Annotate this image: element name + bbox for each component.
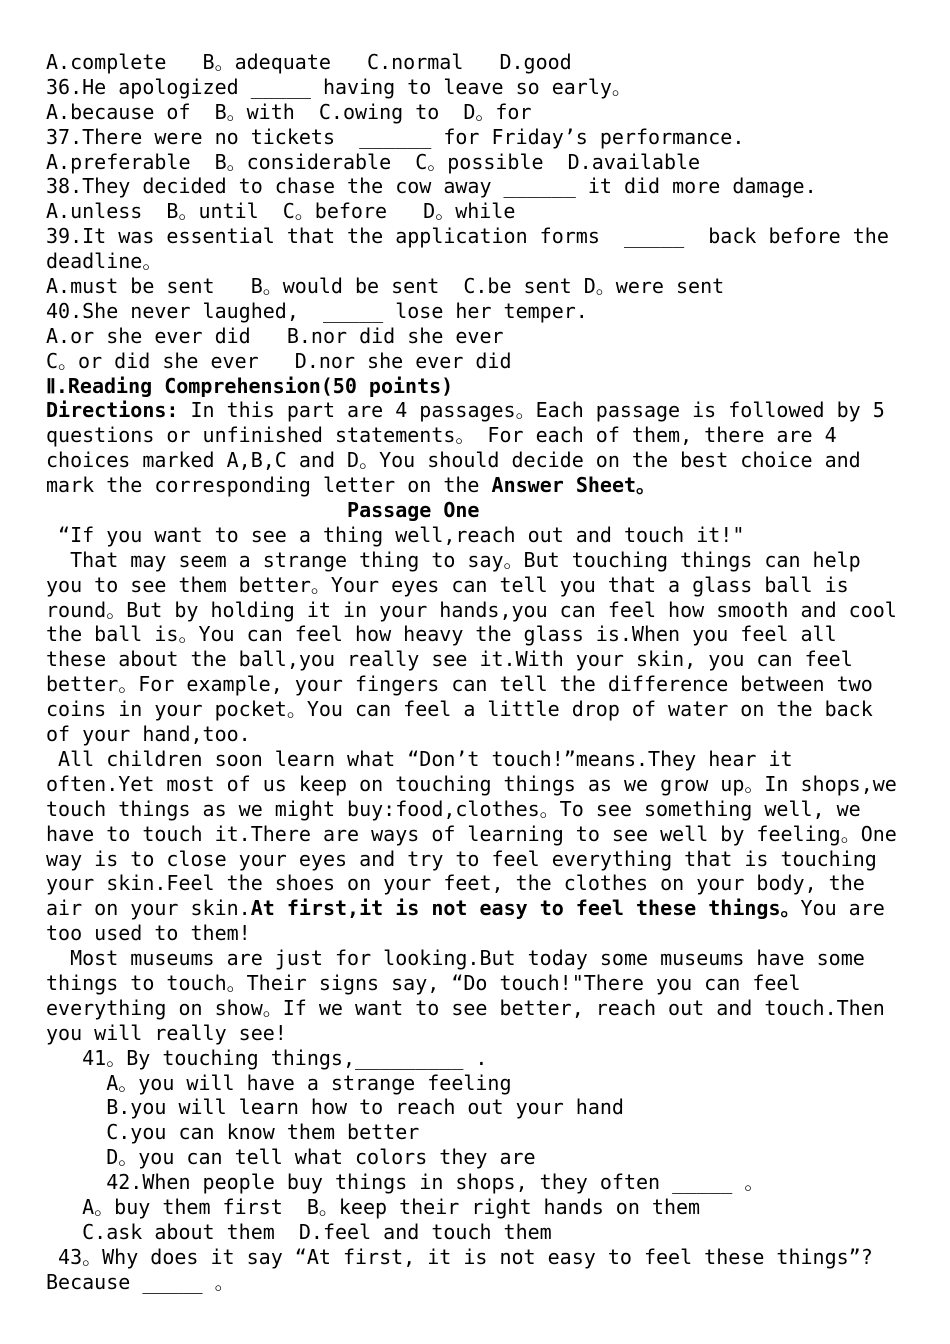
text-line: C。or did she ever D.nor she ever did [46,348,512,373]
text-line: you to see them better。Your eyes can tell you that a glass ball is [46,572,849,597]
text-line: 43。Why does it say “At first, it is not easy to feel these things”? [46,1244,873,1269]
text-line: Passage One [46,498,480,523]
text-line: mark the corresponding letter on the Answer Sheet。 [46,473,657,498]
text-line: 40.She never laughed, _____ lose her temper. [46,298,588,323]
text-line: All children soon learn what “Don’t touch!”means.They hear it [46,746,793,771]
text-line: D。you can tell what colors they are [46,1145,536,1170]
document-body [46,50,906,1295]
text-line: round。But by holding it in your hands,you can feel how smooth and cool [46,597,897,622]
text-line: you will really see! [46,1020,287,1045]
text-line: “If you want to see a thing well,reach out and touch it!" [46,522,745,547]
text-line: have to touch it.There are ways of learning to see well by feeling。One [46,821,897,846]
text-line: way is to close your eyes and try to feel everything that is touching [46,846,877,871]
text-line: choices marked A,B,C and D。You should decide on the best choice and [46,448,861,473]
text-line: touch things as we might buy:food,clothes。To see something well, we [46,796,861,821]
text-line: Because _____ 。 [46,1269,235,1294]
text-line: C.ask about them D.feel and touch them [46,1219,552,1244]
text-line: often.Yet most of us keep on touching things as we grow up。In shops,we [46,771,897,796]
text-line: better。For example, your fingers can tell the difference between two [46,672,873,697]
text-line: things to touch。Their signs say, “Do touch!"There you can feel [46,970,801,995]
text-line: A.complete B。adequate C.normal D.good [46,50,572,74]
text-line: coins in your pocket。You can feel a little drop of water on the back [46,697,873,722]
text-line: too used to them! [46,921,251,946]
text-line: 38.They decided to chase the cow away ______ it did more damage. [46,174,817,199]
text-line: 37.There were no tickets ______ for Friday’s performance. [46,124,745,149]
text-line: questions or unfinished statements。 For each of them, there are 4 [46,423,837,448]
text-line: of your hand,too. [46,722,251,747]
text-line: your skin.Feel the shoes on your feet, the clothes on your body, the [46,871,865,896]
text-line: 39.It was essential that the application forms _____ back before the [46,224,889,249]
text-line: That may seem a strange thing to say。But touching things can help [46,547,861,572]
text-line: air on your skin.At first,it is not easy to feel these things。You are [46,896,885,921]
text-line: A。buy them first B。keep their right hands on them [46,1194,701,1219]
text-line: deadline。 [46,249,163,274]
text-line: A。you will have a strange feeling [46,1070,512,1095]
text-line: Directions: In this part are 4 passages。Each passage is followed by 5 [46,398,885,423]
text-line: Ⅱ.Reading Comprehension(50 points) [46,373,454,398]
text-line: C.you can know them better [46,1120,420,1145]
text-line: A.must be sent B。would be sent C.be sent D。were sent [46,274,725,299]
text-line: Most museums are just for looking.But today some museums have some [46,946,865,971]
text-line: these about the ball,you really see it.With your skin, you can feel [46,647,853,672]
text-line: A.or she ever did B.nor did she ever [46,323,504,348]
text-line: 41。By touching things,_________ . [46,1045,488,1070]
text-line: the ball is。You can feel how heavy the glass is.When you feel all [46,622,837,647]
text-line: A.unless B。until C。before D。while [46,199,516,224]
text-line: A.preferable B。considerable C。possible D.available [46,149,701,174]
text-line: 42.When people buy things in shops, they often _____ 。 [46,1170,765,1195]
text-line: B.you will learn how to reach out your hand [46,1095,624,1120]
text-line: 36.He apologized _____ having to leave so early。 [46,74,632,99]
text-line: everything on show。If we want to see better, reach out and touch.Then [46,995,885,1020]
text-line: A.because of B。with C.owing to D。for [46,99,532,124]
